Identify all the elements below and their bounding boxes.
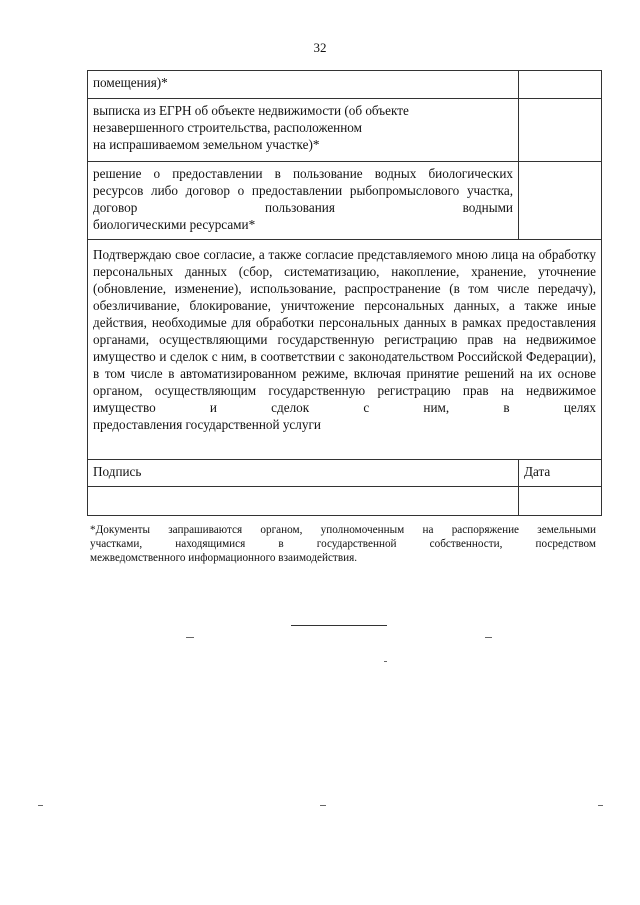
consent-cell — [88, 240, 602, 460]
consent-line-9: Федерации), в том числе в автоматизированном режиме, включая принятие — [93, 349, 596, 381]
water-line-4: биологическими ресурсами* — [93, 217, 256, 232]
scan-speck — [38, 805, 43, 806]
signature-label-cell — [88, 460, 519, 487]
footnote-line-1: *Документы запрашиваются органом, уполномоченным на распоряжение земельными — [90, 524, 596, 536]
table-row-water-resources — [88, 162, 602, 240]
table-row-signature-header — [88, 460, 602, 487]
scan-speck — [598, 805, 603, 806]
scan-speck — [485, 637, 492, 638]
table-row-signature-fill — [88, 487, 602, 516]
consent-line-11: регистрацию прав на недвижимое имущество и сделок с ним, в целях — [93, 383, 596, 415]
footnote — [90, 523, 596, 565]
egrn-line-1: выписка из ЕГРН об объекте недвижимости (об объекте — [93, 103, 409, 118]
water-line-2: биологических ресурсов либо договор о предоставлении — [93, 166, 513, 198]
consent-line-4: распространение (в том числе передачу), обезличивание, блокирование, — [93, 281, 597, 313]
consent-line-7: осуществляющими государственную регистрацию прав на недвижимое — [159, 332, 596, 347]
consent-line-3: хранение, уточнение (обновление, изменение), использование, — [93, 264, 597, 296]
water-line-1: решение о предоставлении в пользование водных — [93, 166, 417, 181]
end-separator-line — [291, 625, 387, 626]
consent-line-10: решений на их основе органом, осуществляющим государственную — [93, 366, 597, 398]
scan-speck — [384, 661, 387, 662]
scan-speck — [320, 805, 326, 806]
consent-line-8: имущество и сделок с ним, в соответствии с законодательством Российской — [93, 349, 523, 364]
egrn-line-3: на испрашиваемом земельном участке)* — [93, 137, 320, 152]
consent-line-1: Подтверждаю свое согласие, а также согласие представляемого мною лица — [93, 247, 519, 262]
signature-field[interactable] — [88, 487, 519, 516]
egrn-extract-cell — [88, 99, 519, 162]
date-label: Дата — [524, 464, 551, 479]
footnote-line-3: межведомственного информационного взаимодействия. — [90, 552, 358, 564]
date-label-cell — [519, 460, 602, 487]
consent-line-5: уничтожение персональных данных, а также иные действия, необходимые — [93, 298, 597, 330]
egrn-mark-cell[interactable] — [519, 99, 602, 162]
consent-line-2: на обработку персональных данных (сбор, систематизацию, накопление, — [93, 247, 596, 279]
application-form-table — [87, 70, 602, 516]
consent-line-12: предоставления государственной услуги — [93, 417, 321, 432]
scan-speck — [186, 637, 194, 638]
egrn-line-2: незавершенного строительства, расположенном — [93, 120, 362, 135]
date-field[interactable] — [519, 487, 602, 516]
footnote-line-2: участками, находящимися в государственной собственности, посредством — [90, 538, 596, 550]
consent-line-6: для обработки персональных данных в рамках предоставления органами, — [93, 315, 597, 347]
table-row-egrn-extract — [88, 99, 602, 162]
premises-text: помещения)* — [93, 75, 168, 90]
water-resources-mark-cell[interactable] — [519, 162, 602, 240]
signature-label: Подпись — [93, 464, 142, 479]
premises-mark-cell[interactable] — [519, 71, 602, 99]
water-resources-cell — [88, 162, 519, 240]
premises-cell — [88, 71, 519, 99]
table-row-consent — [88, 240, 602, 460]
table-row-premises — [88, 71, 602, 99]
page-number: 32 — [313, 40, 327, 55]
water-line-3: рыбопромыслового участка, договор пользования водными — [93, 183, 514, 215]
